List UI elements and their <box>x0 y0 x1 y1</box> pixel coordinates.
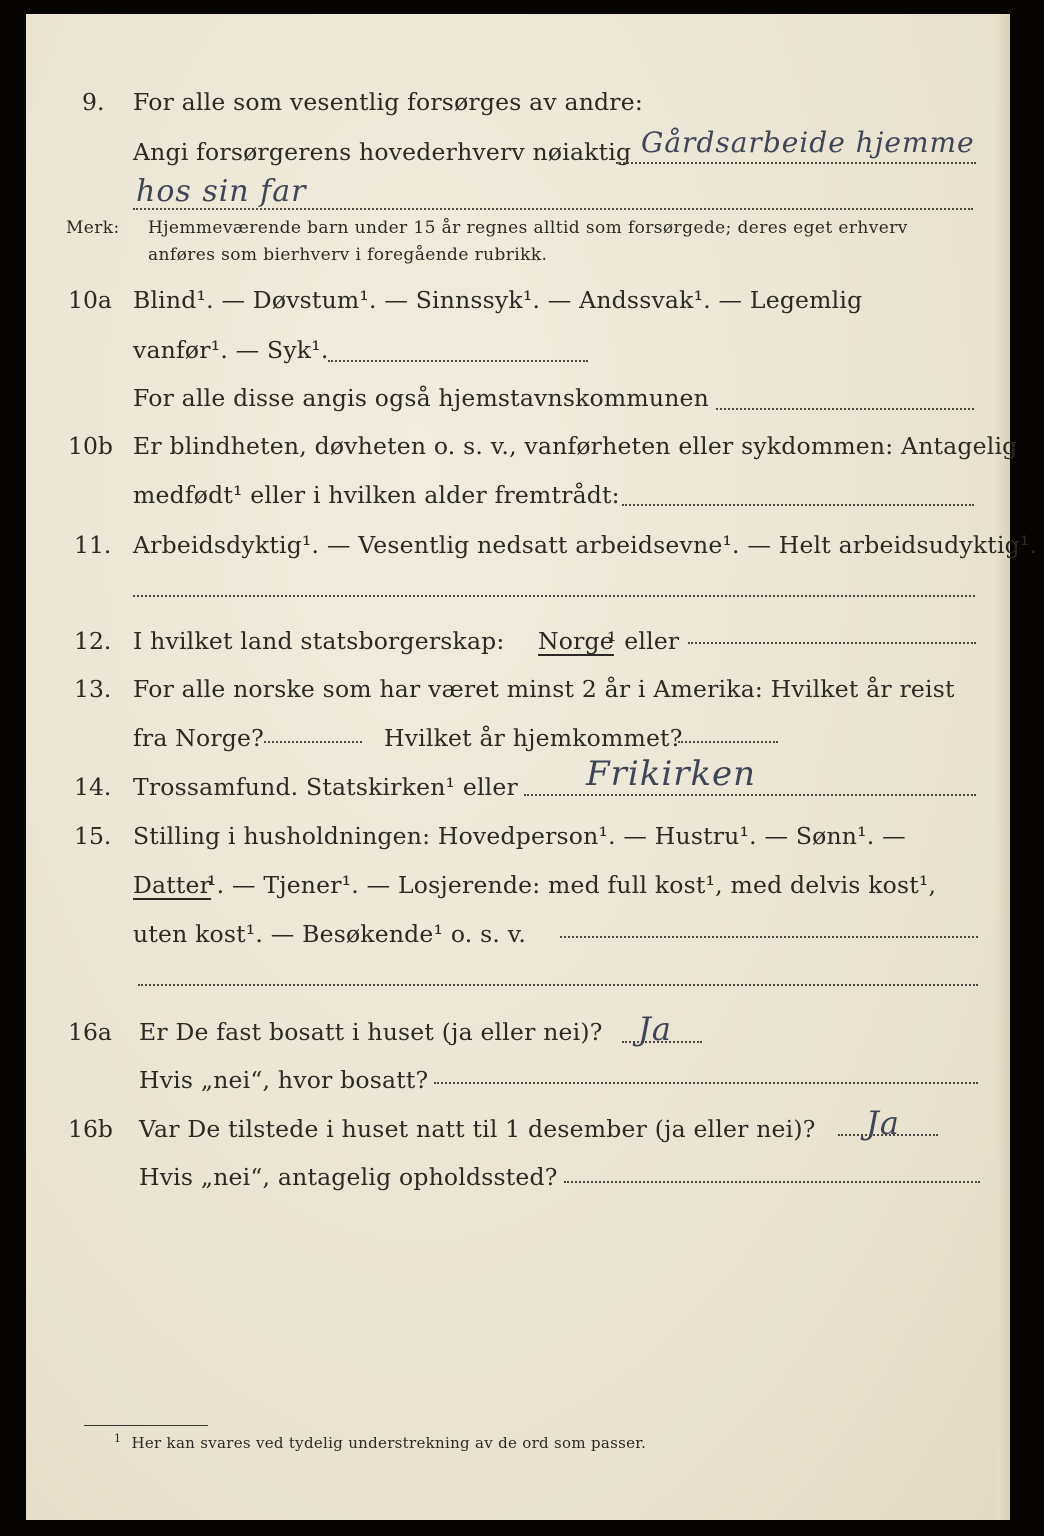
q10a-line3: For alle disse angis også hjemstavnskommunen <box>133 384 709 412</box>
q9-line1: For alle som vesentlig forsørges av andre: <box>133 88 643 116</box>
q15-answer-line <box>560 936 978 938</box>
q12-post: ¹ eller <box>607 627 680 655</box>
q10b-number: 10b <box>68 432 113 460</box>
q16b-line1: Var De tilstede i huset natt til 1 desember (ja eller nei)? <box>139 1115 816 1143</box>
q14-line1: Trossamfund. Statskirken¹ eller <box>133 773 518 801</box>
q13-line2b: Hvilket år hjemkommet? <box>384 724 683 752</box>
q15-datter-underlined: Datter <box>133 871 212 899</box>
q13-reist-line <box>264 741 362 743</box>
q16b-number: 16b <box>68 1115 113 1143</box>
q10a-answer-line <box>328 360 588 362</box>
q14-answer-line <box>524 794 976 796</box>
census-form-page <box>26 14 1038 1520</box>
q16a-number: 16a <box>68 1018 112 1046</box>
q13-line1: For alle norske som har været minst 2 år i Amerika: Hvilket år reist <box>133 675 955 703</box>
footnote-text: Her kan svares ved tydelig understrekning av de ord som passer. <box>131 1434 647 1452</box>
q16a-handwritten-answer: Ja <box>638 1010 672 1048</box>
q10b-answer-line <box>622 504 974 506</box>
q16a-bosatt-line <box>434 1082 978 1084</box>
footnote-mark: 1 <box>114 1432 122 1445</box>
q14-handwritten-answer: Frikirken <box>586 754 757 794</box>
q12-number: 12. <box>74 627 112 655</box>
page-edge <box>996 14 1010 1520</box>
q9-answer-line2 <box>133 208 973 210</box>
q13-hjemkommet-line <box>678 741 778 743</box>
q10a-number: 10a <box>68 286 112 314</box>
q10a-line2: vanfør¹. — Syk¹. <box>133 336 329 364</box>
q10b-line2: medfødt¹ eller i hvilken alder fremtrådt: <box>133 481 620 509</box>
q15-line2: ¹. — Tjener¹. — Losjerende: med full kost¹, med delvis kost¹, <box>207 871 937 899</box>
footnote-rule <box>84 1425 208 1426</box>
q15-answer-line2 <box>138 984 978 986</box>
q13-number: 13. <box>74 675 112 703</box>
q10a-hjemstavn-line <box>716 408 974 410</box>
q9-handwritten-answer2: hos sin far <box>136 174 307 209</box>
q16b-opholdssted-line <box>564 1181 980 1183</box>
q11-answer-line <box>133 595 975 597</box>
q16a-line2: Hvis „nei“, hvor bosatt? <box>139 1066 429 1094</box>
q15-line1: Stilling i husholdningen: Hovedperson¹. — Hustru¹. — Sønn¹. — <box>133 822 906 850</box>
q16a-line1: Er De fast bosatt i huset (ja eller nei)? <box>139 1018 603 1046</box>
q15-number: 15. <box>74 822 112 850</box>
q12-answer-line <box>688 642 976 644</box>
q9-answer-line <box>616 162 976 164</box>
q9-number: 9. <box>82 88 105 116</box>
q14-number: 14. <box>74 773 112 801</box>
merk-label: Merk: <box>66 218 120 238</box>
q13-line2a: fra Norge? <box>133 724 264 752</box>
q16b-handwritten-answer: Ja <box>866 1104 900 1142</box>
q10a-line1: Blind¹. — Døvstum¹. — Sinnssyk¹. — Andssvak¹. — Legemlig <box>133 286 863 314</box>
q11-line1: Arbeidsdyktig¹. — Vesentlig nedsatt arbeidsevne¹. — Helt arbeidsudyktig¹. <box>133 531 1038 559</box>
merk-line2: anføres som bierhverv i foregående rubrikk. <box>148 245 548 265</box>
q15-line3: uten kost¹. — Besøkende¹ o. s. v. <box>133 920 527 948</box>
q11-number: 11. <box>74 531 112 559</box>
q9-line2: Angi forsørgerens hovederhverv nøiaktig <box>133 138 632 166</box>
merk-line1: Hjemmeværende barn under 15 år regnes alltid som forsørgede; deres eget erhverv <box>148 218 908 238</box>
q12-pre: I hvilket land statsborgerskap: <box>133 627 505 655</box>
q9-handwritten-answer1: Gårdsarbeide hjemme <box>641 126 975 159</box>
q16b-line2: Hvis „nei“, antagelig opholdssted? <box>139 1163 558 1191</box>
footnote <box>114 1432 646 1452</box>
q10b-line1: Er blindheten, døvheten o. s. v., vanførheten eller sykdommen: Antagelig <box>133 432 1018 460</box>
q12-norge-underlined: Norge <box>538 627 614 655</box>
